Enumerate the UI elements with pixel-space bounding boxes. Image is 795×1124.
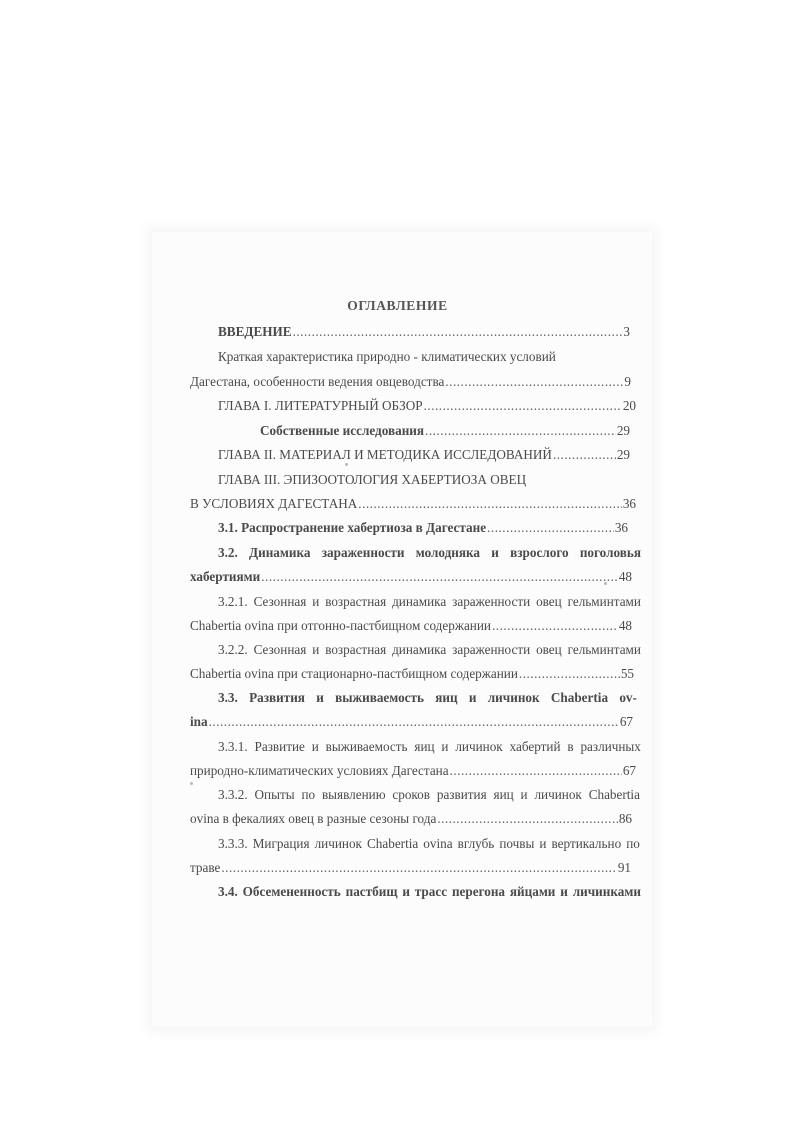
toc-leader xyxy=(492,618,618,634)
word: 3.2.2. xyxy=(218,642,248,657)
toc-page-number: 55 xyxy=(620,666,634,681)
word: и xyxy=(491,545,499,560)
toc-entry-3-3-2 xyxy=(190,811,632,827)
word: и xyxy=(520,787,528,802)
toc-entry-intro xyxy=(218,324,630,340)
word: личинками xyxy=(572,884,641,899)
word: Chabertia xyxy=(366,836,419,851)
toc-page-number: 67 xyxy=(622,763,636,778)
toc-entry-chapter-3 xyxy=(190,496,636,512)
toc-page-number: 86 xyxy=(618,811,632,826)
toc-entry-text xyxy=(218,545,641,561)
toc-entry-text xyxy=(218,836,640,852)
word: 3.2.1. xyxy=(218,594,248,609)
toc-leader xyxy=(209,714,619,730)
toc-entry-own-research xyxy=(260,423,630,439)
toc-leader xyxy=(437,811,618,827)
word: зараженности xyxy=(452,594,531,609)
word: ov- xyxy=(619,690,637,705)
word: возрастная xyxy=(325,594,387,609)
word: по xyxy=(626,836,640,851)
toc-leader xyxy=(450,763,622,779)
toc-leader xyxy=(487,520,614,536)
word: и xyxy=(468,690,477,705)
toc-entry-label: Chabertia ovina при отгонно-пастбищном содержании xyxy=(190,618,491,633)
word: Chabertia xyxy=(550,690,609,705)
word: Развития xyxy=(249,690,305,705)
toc-entry-label: 3.1. Распространение хабертиоза в Дагестане xyxy=(218,520,487,535)
toc-leader xyxy=(261,569,618,585)
word: и xyxy=(312,642,320,657)
toc-leader xyxy=(445,374,623,390)
toc-entry-3-3-1 xyxy=(190,763,636,779)
toc-page-number: 29 xyxy=(616,423,630,438)
word: 3.3.3. xyxy=(218,836,248,851)
word: яйцами xyxy=(509,884,556,899)
word: возрастная xyxy=(325,642,387,657)
toc-page-number: 91 xyxy=(617,860,631,875)
toc-entry-3-3 xyxy=(190,714,633,730)
toc-entry-label: ovina в фекалиях овец в разные сезоны года xyxy=(190,811,437,826)
word: вертикально xyxy=(551,836,622,851)
toc-entry-text xyxy=(218,884,641,900)
word: и xyxy=(560,884,568,899)
word: выживаемость xyxy=(335,690,424,705)
word: динамика xyxy=(392,594,447,609)
toc-entry-text: Краткая характеристика природно - климатических условий xyxy=(218,349,556,364)
word: личинок xyxy=(455,739,503,754)
toc-leader xyxy=(424,398,622,414)
toc-entry-3-1 xyxy=(218,520,628,536)
word: зараженности xyxy=(321,545,405,560)
toc-entry-label: ina xyxy=(190,714,208,729)
toc-entry-text xyxy=(218,690,637,706)
toc-entry-label: ГЛАВА I. ЛИТЕРАТУРНЫЙ ОБЗОР xyxy=(218,398,423,413)
scan-speck xyxy=(604,582,607,585)
toc-entry-label: хабертиями xyxy=(190,569,261,584)
word: 3.3.1. xyxy=(218,739,248,754)
word: зараженности xyxy=(452,642,531,657)
word: яиц xyxy=(435,690,458,705)
word: яиц xyxy=(414,739,435,754)
word: и xyxy=(311,739,319,754)
word: по xyxy=(301,787,316,802)
word: Опыты xyxy=(254,787,295,802)
toc-leader xyxy=(293,324,623,340)
word: ovina xyxy=(423,836,453,851)
toc-page-number: 36 xyxy=(622,496,636,511)
word: взрослого xyxy=(510,545,569,560)
word: Сезонная xyxy=(253,594,307,609)
toc-page-number: 67 xyxy=(619,714,633,729)
word: развития xyxy=(436,787,487,802)
word: пастбищ xyxy=(345,884,398,899)
word: 3.3.2. xyxy=(218,787,248,802)
word: сроков xyxy=(392,787,430,802)
word: вглубь xyxy=(457,836,495,851)
word: почвы xyxy=(499,836,535,851)
word: различных xyxy=(580,739,641,754)
toc-page-number: 3 xyxy=(623,324,630,339)
word: яиц xyxy=(493,787,514,802)
word: поголовья xyxy=(579,545,641,560)
toc-leader xyxy=(553,447,616,463)
toc-entry-label: ГЛАВА II. МАТЕРИАЛ И МЕТОДИКА ИССЛЕДОВАНИЙ xyxy=(218,447,552,462)
toc-entry-label: Собственные исследования xyxy=(260,423,425,438)
word: овец xyxy=(536,642,562,657)
toc-entry-chapter-1 xyxy=(218,398,636,414)
word: личинок xyxy=(314,836,362,851)
toc-entry-3-2-1 xyxy=(190,618,632,634)
word: и xyxy=(539,836,547,851)
toc-leader xyxy=(358,496,622,512)
toc-leader xyxy=(425,423,616,439)
word: гельминтами xyxy=(567,594,641,609)
word: личинок xyxy=(487,690,540,705)
word: Chabertia xyxy=(588,787,640,802)
word: динамика xyxy=(392,642,447,657)
word: молодняка xyxy=(415,545,481,560)
word: 3.2. xyxy=(218,545,238,560)
word: овец xyxy=(536,594,562,609)
word: в xyxy=(567,739,574,754)
word: трасс xyxy=(414,884,448,899)
word: выявлению xyxy=(321,787,386,802)
word: и xyxy=(402,884,410,899)
toc-entry-text xyxy=(218,594,641,610)
word: перегона xyxy=(451,884,506,899)
word: хабертий xyxy=(509,739,561,754)
scan-speck xyxy=(345,463,348,466)
toc-entry-label: ВВЕДЕНИЕ xyxy=(218,324,292,339)
toc-leader xyxy=(519,666,620,682)
toc-entry-brief xyxy=(190,374,631,390)
word: выживаемость xyxy=(325,739,408,754)
toc-page-number: 48 xyxy=(618,618,632,633)
toc-leader xyxy=(221,860,616,876)
toc-entry-label: Chabertia ovina при стационарно-пастбищном содержании xyxy=(190,666,518,681)
toc-entry-chapter-2 xyxy=(218,447,630,463)
toc-entry-label: Дагестана, особенности ведения овцеводства xyxy=(190,374,445,389)
word: Сезонная xyxy=(253,642,307,657)
word: 3.4. xyxy=(218,884,238,899)
toc-entry-3-2-2 xyxy=(190,666,634,682)
word: гельминтами xyxy=(567,642,641,657)
word: Динамика xyxy=(249,545,311,560)
toc-page-number: 29 xyxy=(616,447,630,462)
toc-page-number: 20 xyxy=(622,398,636,413)
page-title: ОГЛАВЛЕНИЕ xyxy=(347,298,448,313)
scan-speck xyxy=(190,782,193,785)
toc-page-number: 48 xyxy=(618,569,632,584)
word: Миграция xyxy=(252,836,310,851)
toc-entry-text xyxy=(218,642,641,658)
toc-entry-3-3-3 xyxy=(190,860,631,876)
word: и xyxy=(316,690,324,705)
toc-entry-text xyxy=(218,787,640,803)
word: Развитие xyxy=(254,739,305,754)
toc-entry-text xyxy=(218,739,641,755)
toc-entry-text: ГЛАВА III. ЭПИЗООТОЛОГИЯ ХАБЕРТИОЗА ОВЕЦ xyxy=(218,472,527,487)
word: и xyxy=(312,594,320,609)
toc-entry-label: природно-климатических условиях Дагестана xyxy=(190,763,449,778)
word: и xyxy=(441,739,449,754)
toc-entry-label: В УСЛОВИЯХ ДАГЕСТАНА xyxy=(190,496,358,511)
word: Обсемененность xyxy=(242,884,341,899)
toc-page-number: 36 xyxy=(614,520,628,535)
word: 3.3. xyxy=(218,690,238,705)
toc-entry-3-2 xyxy=(190,569,632,585)
toc-entry-label: траве xyxy=(190,860,221,875)
word: личинок xyxy=(534,787,582,802)
toc-page-number: 9 xyxy=(624,374,631,389)
